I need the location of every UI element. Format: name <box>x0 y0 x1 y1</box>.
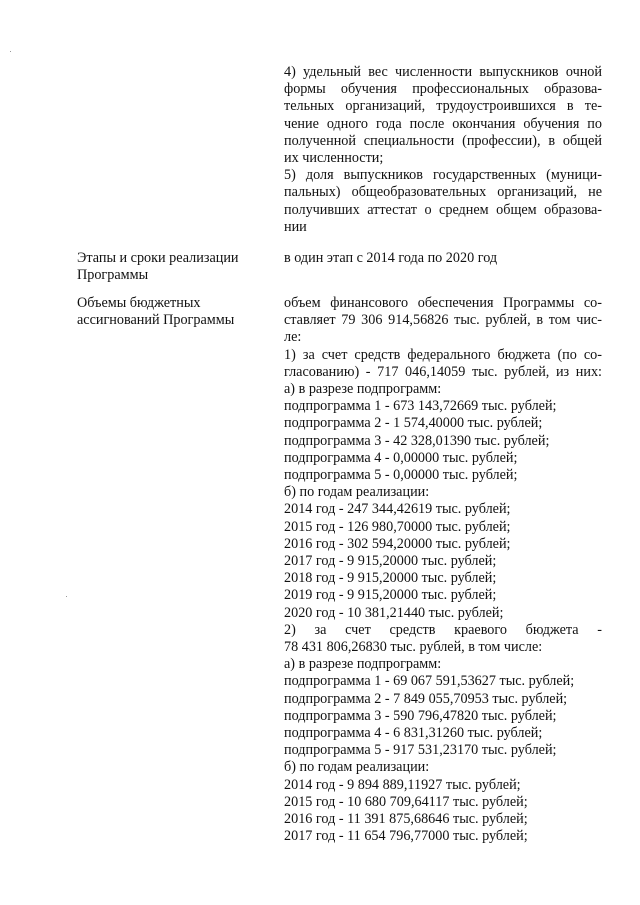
list-item: б) по годам реализации: <box>284 484 430 501</box>
list-item: 2015 год - 10 680 709,64117 тыс. рублей; <box>284 793 528 810</box>
text-line: 4) удельный вес численности выпускников очной <box>284 64 602 80</box>
list-item: подпрограмма 4 - 6 831,31260 тыс. рублей; <box>284 725 543 742</box>
list-item: б) по годам реализации: <box>284 759 430 776</box>
list-item: 2014 год - 247 344,42619 тыс. рублей; <box>284 501 511 518</box>
label-line: ассигнований Программы <box>77 312 235 329</box>
list-item: подпрограмма 4 - 0,00000 тыс. рублей; <box>284 449 518 466</box>
list-item: 2014 год - 9 894 889,11927 тыс. рублей; <box>284 776 521 793</box>
list-item: подпрограмма 2 - 7 849 055,70953 тыс. рублей; <box>284 690 568 707</box>
text-line: 78 431 806,26830 тыс. рублей, в том числе: <box>284 639 543 656</box>
list-item: 2018 год - 9 915,20000 тыс. рублей; <box>284 570 497 587</box>
indicators-continuation <box>284 64 602 236</box>
list-item: подпрограмма 3 - 590 796,47820 тыс. рублей; <box>284 707 557 724</box>
list-item: подпрограмма 1 - 673 143,72669 тыс. рублей; <box>284 398 557 415</box>
list-item: подпрограмма 1 - 69 067 591,53627 тыс. рублей; <box>284 673 575 690</box>
scan-mark <box>10 51 11 52</box>
text-line: 5) доля выпускников государственных (муници- <box>284 167 602 184</box>
list-item: 2019 год - 9 915,20000 тыс. рублей; <box>284 587 497 604</box>
list-item: подпрограмма 5 - 917 531,23170 тыс. рублей; <box>284 742 557 759</box>
text-line: объем финансового обеспечения Программы со- <box>284 295 602 311</box>
text-line: гласованию) - 717 046,14059 тыс. рублей, из них: <box>284 363 602 380</box>
text-line: тельных организаций, трудоустроившихся в те- <box>284 98 602 115</box>
stages-label <box>77 250 262 284</box>
text-line: пальных) общеобразовательных организаций, не <box>284 184 602 201</box>
list-item: 2017 год - 11 654 796,77000 тыс. рублей; <box>284 828 528 845</box>
scan-mark <box>66 596 67 597</box>
list-item: 2020 год - 10 381,21440 тыс. рублей; <box>284 604 504 621</box>
list-item: 2016 год - 302 594,20000 тыс. рублей; <box>284 535 511 552</box>
list-item: 2017 год - 9 915,20000 тыс. рублей; <box>284 553 497 570</box>
list-item: подпрограмма 3 - 42 328,01390 тыс. рублей; <box>284 432 550 449</box>
list-item: подпрограмма 5 - 0,00000 тыс. рублей; <box>284 467 518 484</box>
label-line: Объемы бюджетных <box>77 295 201 311</box>
label-line: Этапы и сроки реализации <box>77 250 239 266</box>
text-line: полученной специальности (профессии), в общей <box>284 132 602 149</box>
stages-value <box>284 250 602 267</box>
list-item: а) в разрезе подпрограмм: <box>284 381 442 398</box>
budget-value <box>284 295 602 846</box>
text-line: их численности; <box>284 150 384 167</box>
text-line: в один этап с 2014 года по 2020 год <box>284 250 498 266</box>
label-line: Программы <box>77 267 149 284</box>
text-line: получивших аттестат о среднем общем образова- <box>284 201 602 218</box>
text-line: чение одного года после окончания обучения по <box>284 115 602 132</box>
list-item: подпрограмма 2 - 1 574,40000 тыс. рублей; <box>284 415 543 432</box>
text-line: 1) за счет средств федерального бюджета (по со- <box>284 346 602 363</box>
text-line: 2) за счет средств краевого бюджета - <box>284 621 602 638</box>
text-line: нии <box>284 218 307 235</box>
text-line: ставляет 79 306 914,56826 тыс. рублей, в том чис- <box>284 312 602 329</box>
budget-label <box>77 295 262 329</box>
text-line: формы обучения профессиональных образова- <box>284 81 602 98</box>
list-item: 2015 год - 126 980,70000 тыс. рублей; <box>284 518 511 535</box>
list-item: 2016 год - 11 391 875,68646 тыс. рублей; <box>284 811 528 828</box>
text-line: ле: <box>284 329 302 346</box>
list-item: а) в разрезе подпрограмм: <box>284 656 442 673</box>
